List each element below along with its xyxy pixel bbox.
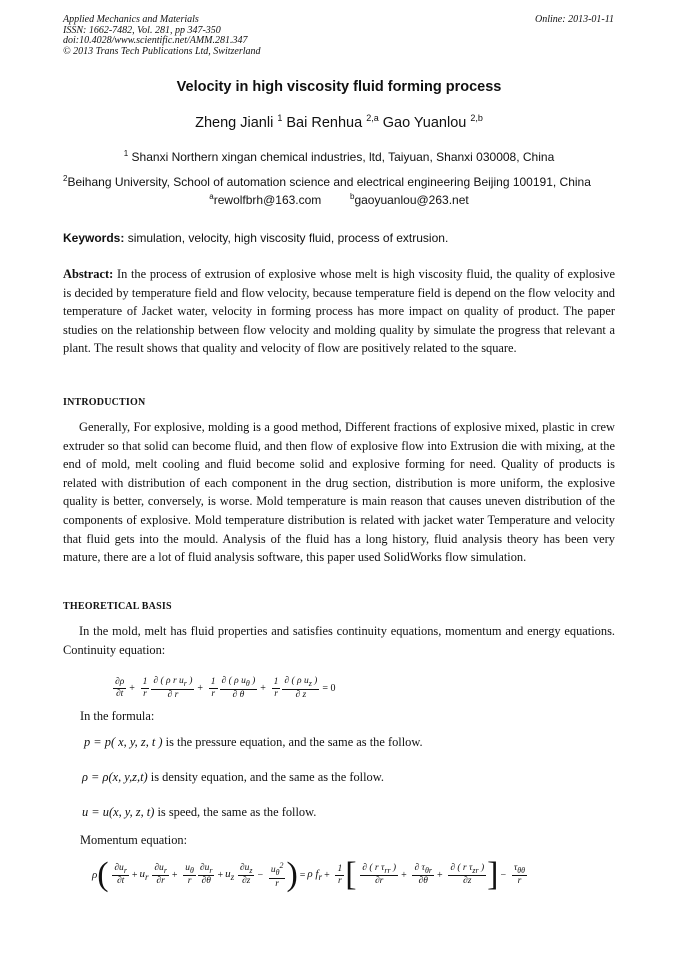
- abstract: [63, 265, 615, 358]
- author-name: Bai Renhua: [286, 115, 363, 131]
- email-a[interactable]: rewolfbrh@163.com: [213, 193, 322, 207]
- in-formula-label: In the formula:: [80, 709, 155, 723]
- section-introduction: INTRODUCTION: [63, 397, 146, 408]
- author-sup: 2,b: [470, 113, 483, 123]
- author-name: Zheng Jianli: [195, 115, 274, 131]
- paper-title: Velocity in high viscosity fluid forming process: [176, 79, 502, 95]
- affiliation-1: $^1$ Shanxi Northern xingan chemical industries, ltd, Taiyuan, Shanxi 030008, China: [123, 149, 555, 164]
- momentum-equation: ρ( $\frac{\partial u_r}{\partial t}$ + $u_r$ $\frac{\partial u_r}{\partial r}$ + $\frac{u_\theta}{r}$ $\frac{\partial u_r}{\partial\theta}$ + $u_z$ $\frac{\partial u_z}{\partial z}$ − $\frac{u_\theta^2}{r}$ ) = ρ $f_r$ + $\frac{1}{r}$ [ $\frac{\partial ( r \tau_{rr} )}{\partial r}$ + $\frac{\partial \tau_{\theta r}}{\partial\theta}$ + $\frac{\partial ( r \tau_{zr} )}{\partial z}$ ] − $\frac{\tau_{\theta\theta}}{r}$: [92, 856, 526, 894]
- density-line: ρ = ρ(x, y,z,t) is density equation, and the same as the follow.: [82, 770, 384, 784]
- keywords-label: Keywords:: [63, 231, 125, 245]
- abstract-text: In the process of extrusion of explosive whose melt is high viscosity fluid, the quality of explosive is decided by temperature field and flow velocity, because temperature field is depend on the flow velocity and temperature of Jacket water, velocity in forming process has more impact on quality of product. The paper studies on the relationship between flow velocity and molding quality by simulate the progress that relevant a plant. The result shows that quality and velocity of flow are positively related to the square.: [63, 267, 615, 356]
- author-name: Gao Yuanlou: [382, 115, 467, 131]
- keywords-text: simulation, velocity, high viscosity fluid, process of extrusion.: [127, 231, 449, 245]
- online-date: Online: 2013-01-11: [535, 14, 614, 25]
- email-b[interactable]: gaoyuanlou@263.net: [354, 193, 469, 207]
- continuity-equation: $\frac{\partial\rho}{\partial t}$ + $\frac{1}{r}$ $\frac{\partial ( \rho r u_r )}{\partial r}$ + $\frac{1}{r}$ $\frac{\partial ( \rho u_\theta )}{\partial \theta}$ + $\frac{1}{r}$ $\frac{\partial ( \rho u_z )}{\partial z}$ = 0: [115, 676, 336, 700]
- momentum-label: Momentum equation:: [80, 833, 188, 847]
- author-sup: 1: [277, 113, 283, 123]
- section-theoretical-basis: THEORETICAL BASIS: [63, 601, 172, 612]
- speed-line: u = u(x, y, z, t) is speed, the same as the follow.: [82, 805, 317, 819]
- pressure-line: p = p( x, y, z, t ) is the pressure equation, and the same as the follow.: [84, 735, 423, 749]
- keywords: [63, 231, 615, 245]
- journal-header: [63, 15, 261, 57]
- journal-name: Applied Mechanics and Materials: [63, 14, 199, 25]
- issn-line: ISSN: 1662-7482, Vol. 281, pp 347-350: [63, 24, 221, 36]
- author-sup: 2,a: [366, 113, 379, 123]
- author-list: [0, 113, 678, 131]
- copyright-line: © 2013 Trans Tech Publications Ltd, Switzerland: [63, 45, 261, 57]
- theory-text: In the mold, melt has fluid properties and satisfies continuity equations, momentum and energy equations. Continuity equation:: [63, 624, 615, 657]
- pressure-expr: p = p( x, y, z, t ): [84, 735, 163, 749]
- affiliation-2: $^2$Beihang University, School of automation science and electrical engineering Beijing 100191, China: [63, 174, 591, 189]
- introduction-text: Generally, For explosive, molding is a good method, Different fractions of explosive mixed, plastic in crew extruder so that solid can become fluid, and then flow of explosive flow into Extrusion die with mixing, at the end of mold, melt cooling and fluid become solid and explosive forming for need. Quality of products is related with distribution of each component in the drug section, distribution is more uniform, the explosive quality is better, conversely, is worse. Mold temperature is main reason that causes uneven distribution of the components of explosive. Mold temperature distribution is related with jacket water Temperature and velocity that fluid gets into the mould. Analysis of the fluid has a long history, fluid analysis theory has been very mature, there are a lot of fluid analysis software, this paper used SolidWorks flow simulation.: [63, 420, 615, 565]
- abstract-label: Abstract:: [63, 267, 114, 281]
- email-line: $^a$rewolfbrh@163.com $^b$gaoyuanlou@263.net: [209, 192, 469, 207]
- density-expr: ρ = ρ(x, y,z,t): [82, 770, 148, 784]
- speed-expr: u = u(x, y, z, t): [82, 805, 155, 819]
- doi-line: doi:10.4028/www.scientific.net/AMM.281.347: [63, 35, 248, 46]
